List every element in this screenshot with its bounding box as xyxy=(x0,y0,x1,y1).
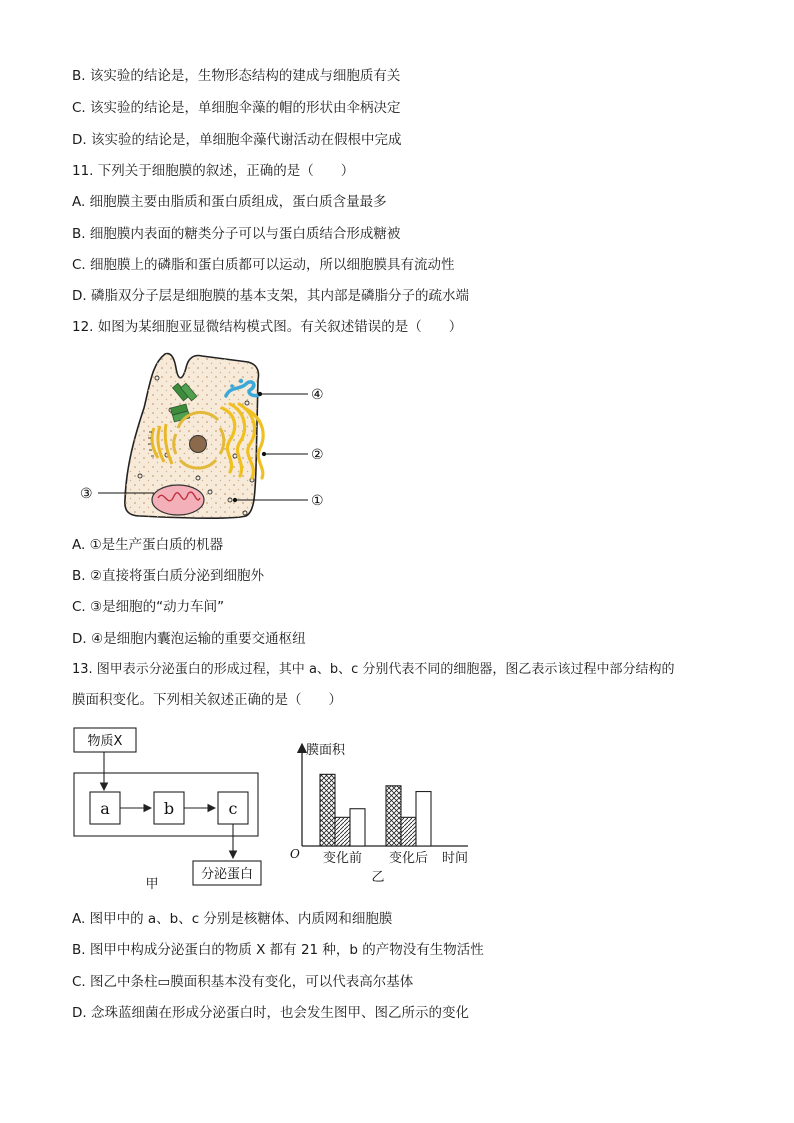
q13-option-b: B. 图甲中构成分泌蛋白的物质 X 都有 21 种，b 的产物没有生物活性 xyxy=(72,942,484,958)
bar-blank-1 xyxy=(416,792,431,846)
q13-option-a: A. 图甲中的 a、b、c 分别是核糖体、内质网和细胞膜 xyxy=(72,911,393,927)
x-tick-label-0: 变化前 xyxy=(322,851,363,866)
q11-option-b: B. 细胞膜内表面的糖类分子可以与蛋白质结合形成糖被 xyxy=(72,226,401,242)
q13-stem-line2: 膜面积变化。下列相关叙述正确的是（ ） xyxy=(72,692,342,708)
q11-stem: 11. 下列关于细胞膜的叙述，正确的是（ ） xyxy=(72,163,355,179)
label-4: ④ xyxy=(311,387,324,403)
q13-stem-line1: 13. 图甲表示分泌蛋白的形成过程，其中 a、b、c 分别代表不同的细胞器，图乙表示该过程中部分结构的 xyxy=(72,662,675,677)
nucleolus xyxy=(190,436,207,453)
output-box-label: 分泌蛋白 xyxy=(200,867,254,882)
bar-diagonal-1 xyxy=(401,817,416,846)
figure-jia-flowchart xyxy=(70,724,270,894)
caption-yi: 乙 xyxy=(371,870,385,885)
label-3: ③ xyxy=(80,486,93,502)
q12-option-d: D. ④是细胞内囊泡运输的重要交通枢纽 xyxy=(72,631,306,647)
input-box-label: 物质X xyxy=(87,734,123,749)
cell-diagram xyxy=(70,348,340,526)
q12-option-c: C. ③是细胞的“动力车间” xyxy=(72,599,225,615)
label-2: ② xyxy=(311,447,324,463)
q11-option-d: D. 磷脂双分子层是细胞膜的基本支架，其内部是磷脂分子的疏水端 xyxy=(72,288,469,304)
box-b-label: b xyxy=(163,799,175,818)
q11-option-a: A. 细胞膜主要由脂质和蛋白质组成，蛋白质含量最多 xyxy=(72,194,387,210)
bar-diagonal-0 xyxy=(335,817,350,846)
bar-crosshatch-0 xyxy=(320,774,335,846)
figure-yi-bar-chart xyxy=(284,738,484,888)
q11-option-c: C. 细胞膜上的磷脂和蛋白质都可以运动，所以细胞膜具有流动性 xyxy=(72,257,455,273)
q10-option-c: C. 该实验的结论是，单细胞伞藻的帽的形状由伞柄决定 xyxy=(72,100,401,116)
mitochondrion-shape xyxy=(152,485,204,515)
bar-crosshatch-1 xyxy=(386,786,401,846)
q12-option-a: A. ①是生产蛋白质的机器 xyxy=(72,537,224,553)
q12-stem: 12. 如图为某细胞亚显微结构模式图。有关叙述错误的是（ ） xyxy=(72,319,463,335)
q12-option-b: B. ②直接将蛋白质分泌到细胞外 xyxy=(72,568,264,584)
x-tick-label-1: 变化后 xyxy=(388,851,429,866)
x-axis-label: 时间 xyxy=(442,851,469,866)
box-a-label: a xyxy=(100,799,110,818)
box-c-label: c xyxy=(228,799,238,818)
q13-option-d: D. 念珠蓝细菌在形成分泌蛋白时，也会发生图甲、图乙所示的变化 xyxy=(72,1005,469,1021)
label-1: ① xyxy=(311,493,324,509)
q10-option-b: B. 该实验的结论是，生物形态结构的建成与细胞质有关 xyxy=(72,68,401,84)
q13-option-c: C. 图乙中条柱▭膜面积基本没有变化，可以代表高尔基体 xyxy=(72,974,414,990)
bar-blank-0 xyxy=(350,809,365,846)
origin-label: O xyxy=(290,847,300,861)
caption-jia: 甲 xyxy=(145,877,159,892)
q10-option-d: D. 该实验的结论是，单细胞伞藻代谢活动在假根中完成 xyxy=(72,132,402,148)
y-axis-label: 膜面积 xyxy=(306,743,346,758)
